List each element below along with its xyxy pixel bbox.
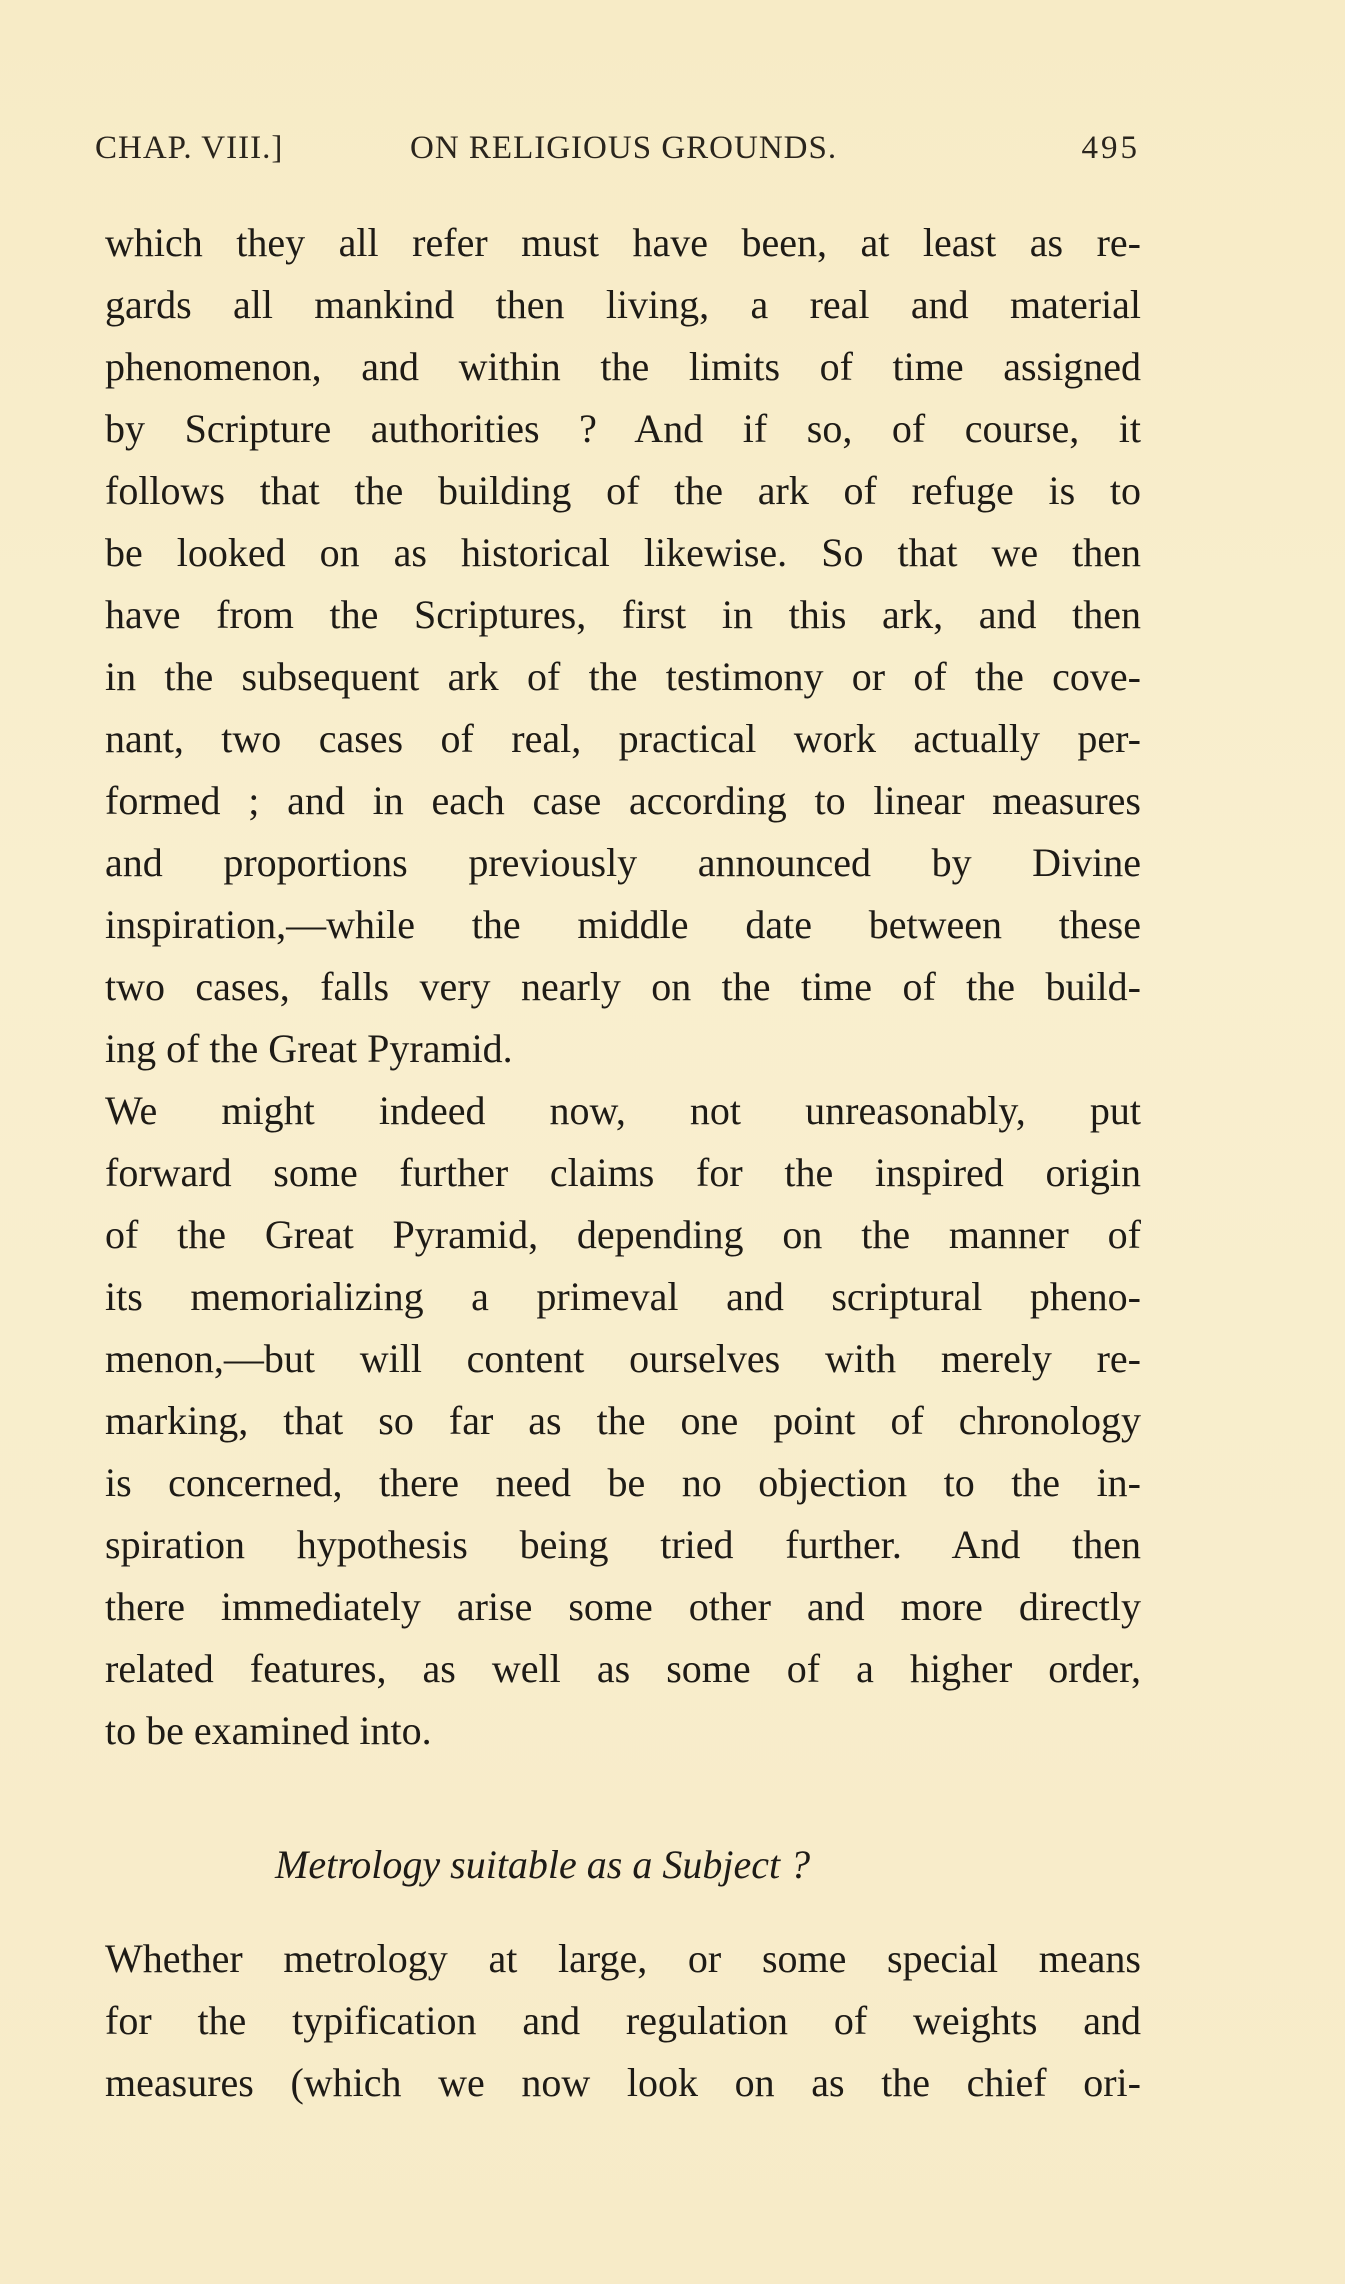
text-line: its memorializing a primeval and scriptural pheno- xyxy=(105,1274,1141,1319)
text-line: be looked on as historical likewise. So that we then xyxy=(105,530,1141,575)
text-line: for the typification and regulation of weights and xyxy=(105,1998,1141,2043)
text-line: forward some further claims for the inspired origin xyxy=(105,1150,1141,1195)
text-line: We might indeed now, not unreasonably, put xyxy=(105,1088,1141,1133)
text-line: spiration hypothesis being tried further. And then xyxy=(105,1522,1141,1567)
chapter-label: CHAP. VIII.] xyxy=(95,130,284,166)
running-header xyxy=(95,130,1140,180)
text-line: in the subsequent ark of the testimony or of the cove- xyxy=(105,654,1141,699)
page-number: 495 xyxy=(1081,130,1140,166)
text-line: have from the Scriptures, first in this ark, and then xyxy=(105,592,1141,637)
section-heading: Metrology suitable as a Subject ? xyxy=(275,1842,811,1887)
paragraph-3 xyxy=(105,1928,1141,2114)
text-line: ing of the Great Pyramid. xyxy=(105,1026,513,1071)
text-line: menon,—but will content ourselves with merely re- xyxy=(105,1336,1141,1381)
text-line: formed ; and in each case according to linear measures xyxy=(105,778,1141,823)
page-body xyxy=(105,212,1141,2114)
running-title: ON RELIGIOUS GROUNDS. xyxy=(410,130,838,166)
text-line: related features, as well as some of a higher order, xyxy=(105,1646,1141,1691)
paragraph-2 xyxy=(105,1080,1141,1762)
text-line: there immediately arise some other and more directly xyxy=(105,1584,1141,1629)
text-line: and proportions previously announced by Divine xyxy=(105,840,1141,885)
text-line: two cases, falls very nearly on the time of the build- xyxy=(105,964,1141,1009)
text-line: marking, that so far as the one point of chronology xyxy=(105,1398,1141,1443)
paragraph-1 xyxy=(105,212,1141,1080)
text-line: to be examined into. xyxy=(105,1708,432,1753)
text-line: nant, two cases of real, practical work actually per- xyxy=(105,716,1141,761)
text-line: which they all refer must have been, at least as re- xyxy=(105,220,1141,265)
text-line: phenomenon, and within the limits of time assigned xyxy=(105,344,1141,389)
text-line: by Scripture authorities ? And if so, of course, it xyxy=(105,406,1141,451)
text-line: measures (which we now look on as the chief ori- xyxy=(105,2060,1141,2105)
text-line: follows that the building of the ark of refuge is to xyxy=(105,468,1141,513)
text-line: inspiration,—while the middle date between these xyxy=(105,902,1141,947)
text-line: of the Great Pyramid, depending on the manner of xyxy=(105,1212,1141,1257)
text-line: is concerned, there need be no objection to the in- xyxy=(105,1460,1141,1505)
text-line: gards all mankind then living, a real and material xyxy=(105,282,1141,327)
text-line: Whether metrology at large, or some special means xyxy=(105,1936,1141,1981)
